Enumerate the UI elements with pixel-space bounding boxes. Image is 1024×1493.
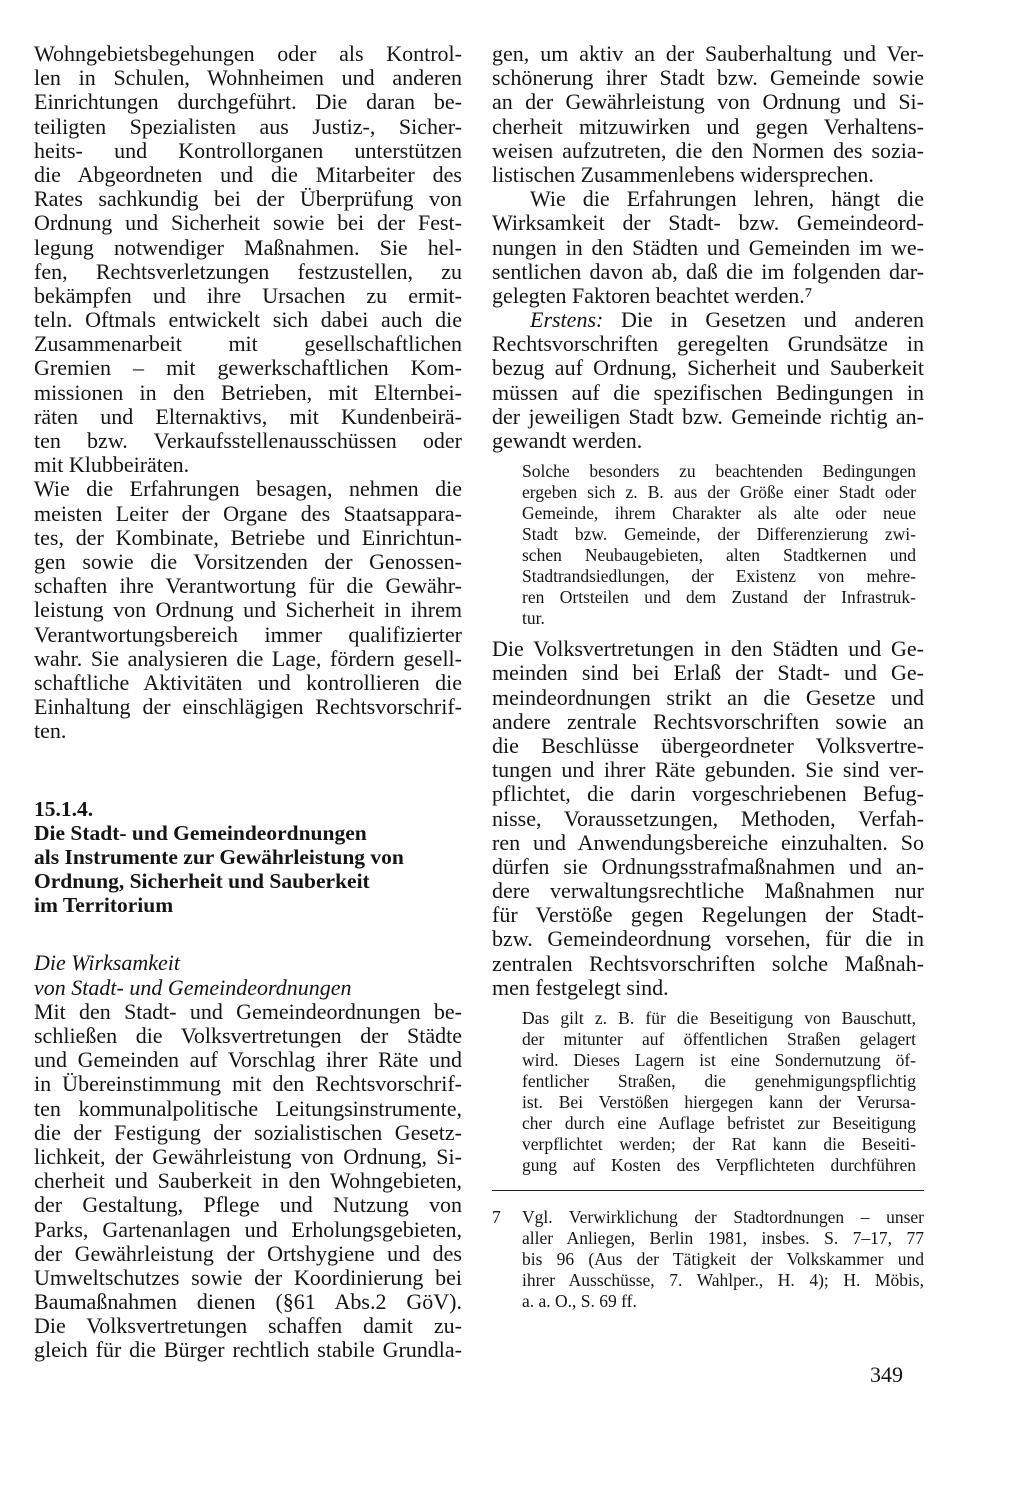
text-line: len in Schulen, Wohnheimen und anderen bbox=[34, 65, 462, 91]
paragraph-left-1 bbox=[34, 42, 462, 477]
note-block-2 bbox=[492, 1008, 924, 1176]
text-line: Wohngebietsbegehungen oder als Kontrol- bbox=[34, 41, 462, 66]
text-line: cherheit mitzuwirken und gegen Verhaltens- bbox=[492, 113, 924, 139]
text-line: Wie die Erfahrungen lehren, hängt die bbox=[530, 186, 924, 212]
text-line: Parks, Gartenanlagen und Erholungsgebieten, bbox=[34, 1216, 462, 1242]
text-line: und Gemeinden auf Vorschlag ihrer Räte und bbox=[34, 1047, 462, 1073]
note-line: ren Ortsteilen und dem Zustand der Infrastruk- bbox=[522, 587, 916, 608]
note-line: der mitunter auf öffentlichen Straßen gelagert bbox=[522, 1029, 916, 1049]
text-line: lichkeit, der Gewährleistung von Ordnung, Si- bbox=[34, 1143, 462, 1169]
subheading bbox=[34, 951, 462, 999]
text-line: an der Gewährleistung von Ordnung und Si- bbox=[492, 89, 924, 115]
note-block-1 bbox=[492, 461, 924, 629]
note-line: ergeben sich z. B. aus der Größe einer Stadt oder bbox=[522, 482, 916, 503]
note-line: Gemeinde, ihrem Charakter als alte oder neue bbox=[522, 503, 916, 524]
text-line: ren und Anwendungsbereiche einzuhalten. So bbox=[492, 829, 924, 855]
footnote-line: aller Anliegen, Berlin 1981, insbes. S. 7–17, 77 bbox=[522, 1228, 924, 1248]
text-line: listischen Zusammenlebens widersprechen. bbox=[492, 161, 874, 187]
note-line: gung auf Kosten des Verpflichteten durchführen bbox=[522, 1155, 916, 1175]
text-line: Die Volksvertretungen in den Städten und Ge- bbox=[492, 636, 924, 662]
text-line: die der Festigung der sozialistischen Gesetz- bbox=[34, 1119, 462, 1145]
note-line: ist. Bei Verstößen hiergegen kann der Verursa- bbox=[522, 1092, 916, 1112]
text-line: schaftliche Aktivitäten und kontrollieren die bbox=[34, 669, 462, 695]
text-line: tes, der Kombinate, Betriebe und Einrichtun- bbox=[34, 524, 462, 550]
text-line: die Abgeordneten und die Mitarbeiter des bbox=[34, 161, 462, 187]
footnote bbox=[492, 1207, 924, 1312]
section-title-line: Die Stadt- und Gemeindeordnungen bbox=[34, 821, 367, 846]
text-line: schönerung ihrer Stadt bzw. Gemeinde sowie bbox=[492, 65, 924, 91]
note-line: Stadtrandsiedlungen, der Existenz von mehre- bbox=[522, 566, 916, 587]
section-title-line: Ordnung, Sicherheit und Sauberkeit bbox=[34, 869, 370, 894]
text-line: Rechtsvorschriften geregelten Grundsätze in bbox=[492, 331, 924, 357]
subheading-line: Die Wirksamkeit bbox=[34, 950, 181, 976]
text-line: tungen und ihrer Räte gebunden. Sie sind ver- bbox=[492, 757, 924, 783]
paragraph-left-3 bbox=[34, 1000, 462, 1363]
note-line: Stadt bzw. Gemeinde, der Differenzierung zwi- bbox=[522, 524, 916, 545]
text-line: dere verwaltungsrechtliche Maßnahmen nur bbox=[492, 878, 924, 904]
text-line: Wirksamkeit der Stadt- bzw. Gemeindeord- bbox=[492, 210, 924, 236]
text-line: teiligten Spezialisten aus Justiz-, Sicher- bbox=[34, 113, 462, 139]
text-line: Einrichtungen durchgeführt. Die daran be- bbox=[34, 89, 462, 115]
text-line: dürfen sie Ordnungsstrafmaßnahmen und an- bbox=[492, 853, 924, 879]
note-line: cher durch eine Auflage befristet zur Beseitigung bbox=[522, 1113, 916, 1133]
section-number: 15.1.4. bbox=[34, 797, 94, 822]
note-line: schen Neubaugebieten, alten Stadtkernen und bbox=[522, 545, 916, 566]
note-line: wird. Dieses Lagern ist eine Sondernutzung öf- bbox=[522, 1050, 916, 1070]
text-line: meindeordnungen strikt an die Gesetze und bbox=[492, 684, 924, 710]
left-column bbox=[34, 42, 462, 1363]
text-line: ten kommunalpolitische Leitungsinstrumente, bbox=[34, 1095, 462, 1121]
note-line: verpflichtet werden; der Rat kann die Beseiti- bbox=[522, 1134, 916, 1154]
text-line: fen, Rechtsverletzungen festzustellen, zu bbox=[34, 258, 462, 284]
text-line: mit Klubbeiräten. bbox=[34, 452, 190, 478]
page-number: 349 bbox=[870, 1362, 903, 1387]
text-line: Wie die Erfahrungen besagen, nehmen die bbox=[34, 476, 462, 502]
text-line: der jeweiligen Stadt bzw. Gemeinde richtig an- bbox=[492, 403, 924, 429]
paragraph-right-1 bbox=[492, 42, 924, 187]
note-line: Solche besonders zu beachtenden Bedingungen bbox=[522, 461, 916, 482]
text-line: heits- und Kontrollorganen unterstützen bbox=[34, 137, 462, 163]
paragraph-right-3 bbox=[492, 308, 924, 453]
paragraph-right-4 bbox=[492, 637, 924, 1000]
footnote-line: bis 96 (Aus der Tätigkeit der Volkskammer und bbox=[522, 1249, 924, 1269]
text-line: Verantwortungsbereich immer qualifizierter bbox=[34, 621, 462, 647]
footnote-line: ihrer Ausschüsse, 7. Wahlper., H. 4); H. Möbis, bbox=[522, 1270, 924, 1290]
footnote-divider bbox=[492, 1190, 924, 1191]
text-line: pflichtet, die darin vorgeschriebenen Befug- bbox=[492, 781, 924, 807]
subheading-line: von Stadt- und Gemeindeordnungen bbox=[34, 974, 352, 1000]
text-line: müssen auf die spezifischen Bedingungen in bbox=[492, 379, 924, 405]
text-line: für Verstöße gegen Regelungen der Stadt- bbox=[492, 902, 924, 928]
text-fragment: Die in Gesetzen und anderen bbox=[621, 307, 925, 333]
text-line: gewandt werden. bbox=[492, 428, 643, 453]
text-line: schaften ihre Verantwortung für die Gewähr- bbox=[34, 573, 462, 599]
text-line: nungen in den Städten und Gemeinden im we- bbox=[492, 234, 924, 260]
text-line: räten und Elternaktivs, mit Kundenbeirä- bbox=[34, 403, 462, 429]
text-line: nisse, Voraussetzungen, Methoden, Verfah- bbox=[492, 805, 924, 831]
section-title-line: im Territorium bbox=[34, 893, 174, 918]
section-title-line: als Instrumente zur Gewährleistung von bbox=[34, 845, 404, 870]
text-line: bzw. Gemeindeordnung vorsehen, für die in bbox=[492, 926, 924, 952]
text-line: Rates sachkundig bei der Überprüfung von bbox=[34, 186, 462, 212]
text-line: meisten Leiter der Organe des Staatsappara- bbox=[34, 500, 462, 526]
text-line: cherheit und Sauberkeit in den Wohngebieten, bbox=[34, 1168, 462, 1194]
text-line: weisen aufzutreten, die den Normen des sozia- bbox=[492, 137, 924, 163]
text-line: wahr. Sie analysieren die Lage, fördern gesell- bbox=[34, 645, 462, 671]
text-line: gen, um aktiv an der Sauberhaltung und Ver- bbox=[492, 41, 924, 66]
text-line: gelegten Faktoren beachtet werden.⁷ bbox=[492, 282, 813, 308]
note-line: fentlicher Straßen, die genehmigungspflichtig bbox=[522, 1071, 916, 1091]
paragraph-right-2 bbox=[492, 187, 924, 308]
text-line: Die Volksvertretungen schaffen damit zu- bbox=[34, 1313, 462, 1339]
text-line: gleich für die Bürger rechtlich stabile Grundla- bbox=[34, 1337, 462, 1363]
text-line: gen sowie die Vorsitzenden der Genossen- bbox=[34, 548, 462, 574]
footnote-number: 7 bbox=[492, 1207, 501, 1227]
note-line: Das gilt z. B. für die Beseitigung von Bauschutt, bbox=[522, 1008, 916, 1028]
text-line: legung notwendiger Maßnahmen. Sie hel- bbox=[34, 234, 462, 260]
right-column bbox=[492, 42, 924, 1312]
note-line: tur. bbox=[522, 608, 545, 629]
text-line: teln. Oftmals entwickelt sich dabei auch die bbox=[34, 307, 462, 333]
section-heading bbox=[34, 797, 462, 917]
text-line: Baumaßnahmen dienen (§61 Abs.2 GöV). bbox=[34, 1289, 462, 1315]
text-line: in Übereinstimmung mit den Rechtsvorschrif- bbox=[34, 1071, 462, 1097]
paragraph-left-2 bbox=[34, 477, 462, 743]
text-line: ten bzw. Verkaufsstellenausschüssen oder bbox=[34, 428, 462, 453]
text-line: die Beschlüsse übergeordneter Volksvertre- bbox=[492, 732, 924, 758]
footnote-line: a. a. O., S. 69 ff. bbox=[522, 1291, 637, 1311]
text-line: ten. bbox=[34, 718, 67, 744]
text-line: meinden sind bei Erlaß der Stadt- und Ge- bbox=[492, 660, 924, 686]
text-line: der Gewährleistung der Ortshygiene und des bbox=[34, 1240, 462, 1266]
text-line: schließen die Volksvertretungen der Städte bbox=[34, 1023, 462, 1049]
text-line: zentralen Rechtsvorschriften solche Maßnah- bbox=[492, 950, 924, 976]
text-line: Mit den Stadt- und Gemeindeordnungen be- bbox=[34, 998, 462, 1024]
text-line: Umweltschutzes sowie der Koordinierung bei bbox=[34, 1264, 462, 1290]
erstens-label: Erstens: bbox=[530, 307, 604, 333]
text-line bbox=[492, 308, 924, 332]
text-line: Zusammenarbeit mit gesellschaftlichen bbox=[34, 331, 462, 357]
text-line: der Gestaltung, Pflege und Nutzung von bbox=[34, 1192, 462, 1218]
text-line: missionen in den Betrieben, mit Elternbei- bbox=[34, 379, 462, 405]
text-line: Einhaltung der einschlägigen Rechtsvorschrif- bbox=[34, 694, 462, 720]
text-line: Ordnung und Sicherheit sowie bei der Fest- bbox=[34, 210, 462, 236]
text-line: Gremien – mit gewerkschaftlichen Kom- bbox=[34, 355, 462, 381]
footnote-line: Vgl. Verwirklichung der Stadtordnungen – unser bbox=[522, 1207, 924, 1227]
text-line: andere zentrale Rechtsvorschriften sowie an bbox=[492, 708, 924, 734]
text-line: sentlichen davon ab, daß die im folgenden dar- bbox=[492, 258, 924, 284]
footnote-body bbox=[492, 1207, 924, 1312]
text-line: men festgelegt sind. bbox=[492, 974, 669, 1000]
text-line: leistung von Ordnung und Sicherheit in ihrem bbox=[34, 597, 462, 623]
text-line: bezug auf Ordnung, Sicherheit und Sauberkeit bbox=[492, 355, 924, 381]
text-line: bekämpfen und ihre Ursachen zu ermit- bbox=[34, 282, 462, 308]
